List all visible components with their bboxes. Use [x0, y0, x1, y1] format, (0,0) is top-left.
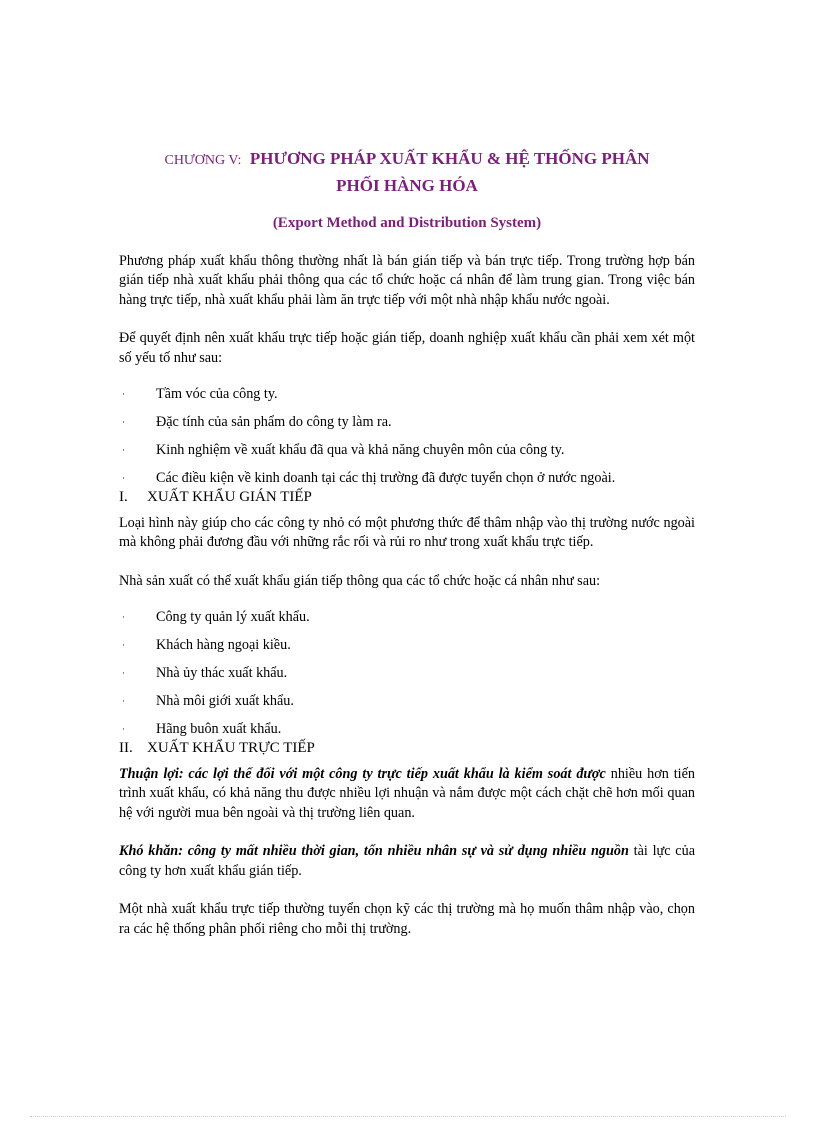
intermediary-list: [119, 603, 695, 743]
list-item: · Đặc tính của sản phẩm do công ty làm ra.: [119, 408, 695, 436]
list-item: · Hãng buôn xuất khẩu.: [119, 715, 695, 743]
list-item: · Nhà ủy thác xuất khẩu.: [119, 659, 695, 687]
section2-paragraph-3: Một nhà xuất khẩu trực tiếp thường tuyển chọn kỹ các thị trường mà họ muốn thâm nhập vào, chọn ra các hệ thống phân phối riêng cho mỗi thị trường.: [119, 901, 695, 937]
page-footer-rule: [30, 1116, 786, 1117]
bullet-icon: ·: [122, 389, 125, 399]
bullet-icon: ·: [122, 724, 125, 734]
list-item: · Công ty quản lý xuất khẩu.: [119, 603, 695, 631]
intro-paragraph-2: Để quyết định nên xuất khẩu trực tiếp hoặc gián tiếp, doanh nghiệp xuất khẩu cần phải xem xét một số yếu tố như sau:: [119, 330, 695, 366]
section-number: II.: [119, 740, 133, 756]
disadvantages-lead: Khó khăn: công ty mất nhiều thời gian, tốn nhiều nhân sự và sử dụng nhiều nguồn: [119, 843, 629, 859]
chapter-title: [119, 146, 695, 198]
factor-list: [119, 380, 695, 492]
bullet-icon: ·: [122, 417, 125, 427]
bullet-icon: ·: [122, 473, 125, 483]
list-item: · Tầm vóc của công ty.: [119, 380, 695, 408]
section-number: I.: [119, 489, 128, 505]
intro-paragraph-1: Phương pháp xuất khẩu thông thường nhất là bán gián tiếp và bán trực tiếp. Trong trường hợp bán gián tiếp nhà xuất khẩu phải thông qua các tổ chức hoặc cá nhân để làm trung gian. Trong việc bán hàng trực tiếp, nhà xuất khẩu phải làm ăn trực tiếp với một nhà nhập khẩu nước ngoài.: [119, 252, 695, 308]
section-title: XUẤT KHẨU GIÁN TIẾP: [147, 489, 312, 505]
list-item: · Khách hàng ngoại kiều.: [119, 631, 695, 659]
bullet-icon: ·: [122, 612, 125, 622]
section1-paragraph-2: Nhà sản xuất có thể xuất khẩu gián tiếp thông qua các tổ chức hoặc cá nhân như sau:: [119, 572, 601, 589]
chapter-title-line2: PHỐI HÀNG HÓA: [336, 176, 478, 195]
chapter-label: CHƯƠNG V:: [164, 153, 242, 168]
chapter-title-line1: PHƯƠNG PHÁP XUẤT KHẨU & HỆ THỐNG PHÂN: [249, 149, 650, 168]
bullet-icon: ·: [122, 445, 125, 455]
section1-paragraph-1: Loại hình này giúp cho các công ty nhỏ có một phương thức để thâm nhập vào thị trường nước ngoài mà không phải đương đầu với những rắc rối và rủi ro như trong xuất khẩu trực tiếp.: [119, 514, 695, 550]
list-item: · Nhà môi giới xuất khẩu.: [119, 687, 695, 715]
bullet-icon: ·: [122, 696, 125, 706]
advantages-paragraph: Thuận lợi: các lợi thế đối với một công ty trực tiếp xuất khẩu là kiểm soát được nhiều hơn tiến trình xuất khẩu, có khả năng thu được nhiều lợi nhuận và nắm được một cách chặt chẽ hơn mối quan hệ với người mua bên ngoài và thị trường liên quan.: [119, 765, 695, 821]
advantages-lead: Thuận lợi: các lợi thế đối với một công ty trực tiếp xuất khẩu là kiểm soát được: [119, 765, 606, 782]
chapter-subtitle: (Export Method and Distribution System): [272, 215, 542, 231]
bullet-icon: ·: [122, 640, 125, 650]
disadvantages-paragraph: Khó khăn: công ty mất nhiều thời gian, tốn nhiều nhân sự và sử dụng nhiều nguồn tài lực của công ty hơn xuất khẩu gián tiếp.: [119, 843, 695, 879]
document-body: [119, 146, 695, 939]
section-title: XUẤT KHẨU TRỰC TIẾP: [147, 740, 315, 756]
list-item: · Các điều kiện về kinh doanh tại các thị trường đã được tuyển chọn ở nước ngoài.: [119, 464, 695, 492]
list-item: · Kinh nghiệm về xuất khẩu đã qua và khả năng chuyên môn của công ty.: [119, 436, 695, 464]
bullet-icon: ·: [122, 668, 125, 678]
